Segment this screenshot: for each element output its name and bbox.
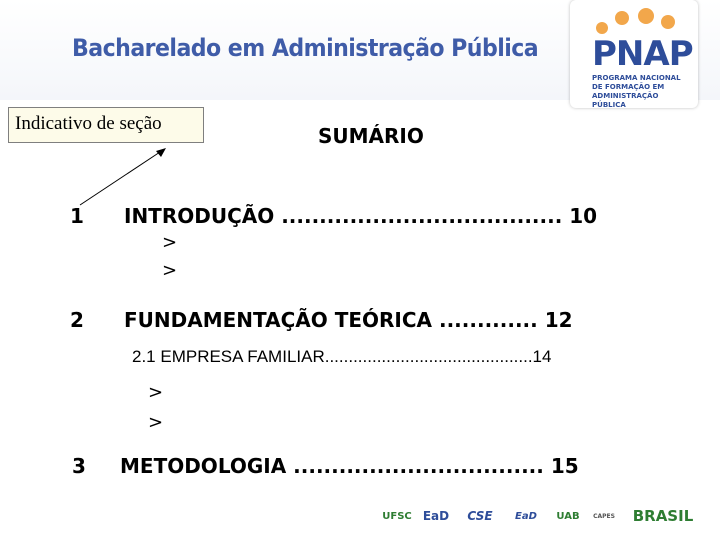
uab-logo: UAB: [556, 510, 580, 522]
brasil-logo: BRASIL: [632, 507, 694, 525]
section-indicator-label: Indicativo de seção: [8, 107, 204, 143]
partner-logos: [384, 496, 714, 536]
cse-logo: CSE: [467, 509, 493, 523]
bullet-marker: >: [162, 260, 178, 281]
pnap-logo-subtitle: PROGRAMA NACIONAL DE FORMAÇÃO EM ADMINISTRAÇÃO PÚBLICA: [592, 74, 681, 109]
ead-logo-2: EaD: [515, 510, 537, 522]
bullet-marker: >: [148, 412, 164, 433]
bullet-marker: >: [148, 382, 164, 403]
ufsc-logo: UFSC: [382, 510, 412, 522]
entry-number-3: 3: [72, 454, 86, 478]
entry-fundamentacao: FUNDAMENTAÇÃO TEÓRICA ............. 12: [124, 308, 573, 332]
entry-number-1: 1: [70, 204, 84, 228]
entry-metodologia: METODOLOGIA ................................. 15: [120, 454, 579, 478]
course-title: Bacharelado em Administração Pública: [72, 34, 539, 62]
capes-logo: CAPES: [593, 512, 615, 520]
bullet-marker: >: [162, 232, 178, 253]
ead-logo: EaD: [422, 509, 450, 523]
subentry-empresa-familiar: 2.1 EMPRESA FAMILIAR............................................14: [132, 347, 552, 366]
summary-title: SUMÁRIO: [318, 124, 424, 148]
entry-number-2: 2: [70, 308, 84, 332]
entry-introducao: INTRODUÇÃO ..................................... 10: [124, 204, 598, 228]
pnap-logo-word: PNAP: [592, 34, 693, 74]
